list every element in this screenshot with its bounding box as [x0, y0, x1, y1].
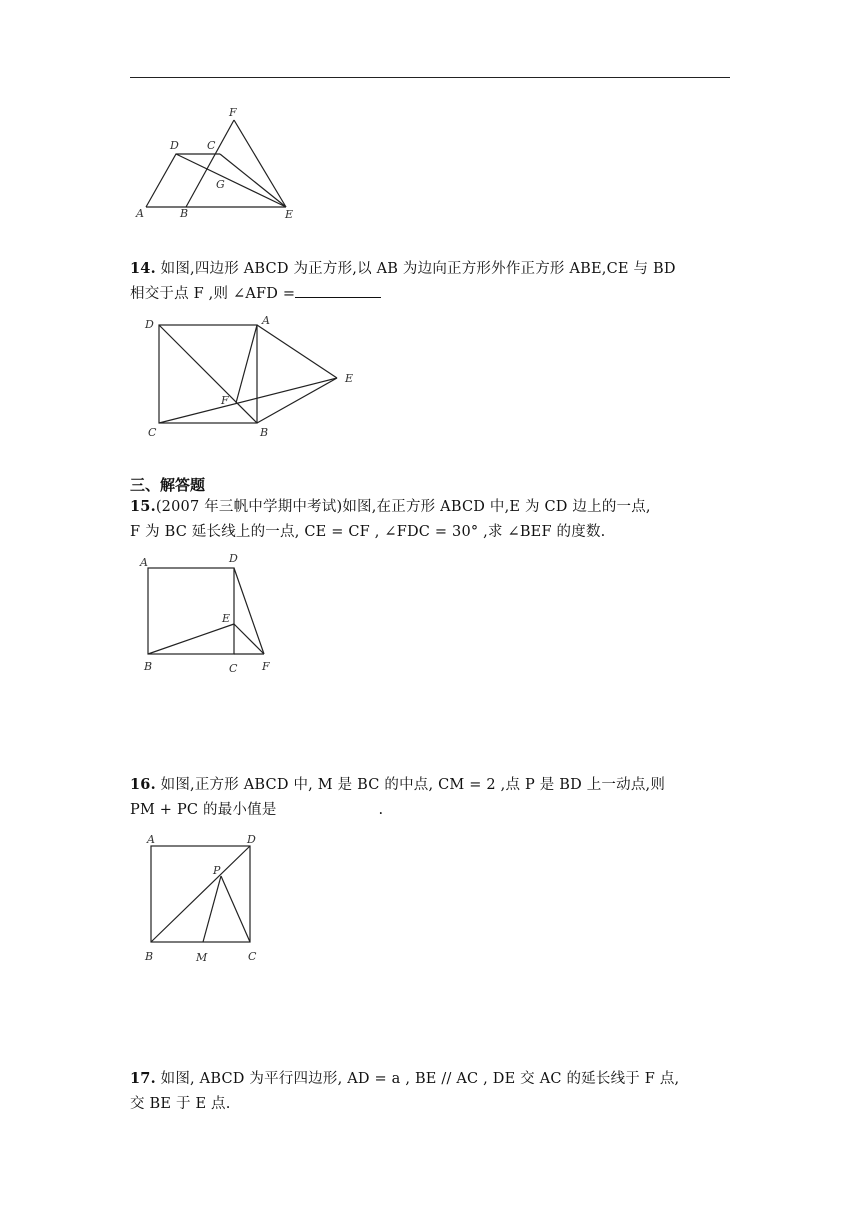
label-B: B — [260, 426, 269, 439]
figure-16-geometry — [140, 830, 270, 965]
label-C: C — [248, 950, 257, 963]
label-A: A — [136, 207, 144, 220]
q17-number: 17. — [130, 1070, 156, 1087]
header-rule — [130, 77, 730, 78]
figure-13-geometry — [130, 100, 310, 225]
q14-line2 — [130, 282, 730, 307]
question-16 — [130, 772, 730, 823]
q17-text-2: 交 BE 于 E 点. — [130, 1096, 231, 1112]
label-F: F — [229, 106, 237, 119]
label-E: E — [285, 208, 294, 221]
question-15 — [130, 494, 730, 545]
q15-line1 — [130, 494, 730, 520]
q17-line2 — [130, 1092, 730, 1117]
label-A: A — [147, 833, 155, 846]
q16-text-2: PM + PC 的最小值是 — [130, 802, 277, 818]
label-G: G — [216, 178, 225, 191]
q14-number: 14. — [130, 260, 156, 277]
q15-number: 15. — [130, 498, 156, 515]
label-D: D — [247, 833, 256, 846]
label-B: B — [180, 207, 189, 220]
label-D: D — [145, 318, 154, 331]
label-M: M — [196, 951, 208, 964]
label-B: B — [145, 950, 154, 963]
q15-text-2: F 为 BC 延长线上的一点, CE = CF , ∠FDC = 30° ,求 ∠BEF 的度数. — [130, 524, 606, 540]
q17-text-1: 如图, ABCD 为平行四边形, AD = a , BE // AC , DE 交 AC 的延长线于 F 点, — [160, 1071, 680, 1087]
label-F: F — [262, 660, 270, 673]
figure-14-geometry — [140, 312, 370, 442]
q15-text-1: (2007 年三帆中学期中考试)如图,在正方形 ABCD 中,E 为 CD 边上的一点, — [155, 499, 651, 515]
label-A: A — [262, 314, 270, 327]
label-F: F — [221, 394, 229, 407]
q17-line1 — [130, 1066, 730, 1092]
q14-text-1: 如图,四边形 ABCD 为正方形,以 AB 为边向正方形外作正方形 ABE,CE 与 BD — [160, 261, 676, 277]
q16-number: 16. — [130, 776, 156, 793]
label-B: B — [144, 660, 153, 673]
label-P: P — [213, 864, 221, 877]
label-A: A — [140, 556, 148, 569]
q16-text-end: . — [378, 802, 384, 818]
label-C: C — [229, 662, 238, 675]
q14-text-2: 相交于点 F ,则 ∠AFD = — [130, 286, 296, 302]
label-D: D — [229, 552, 238, 565]
label-C: C — [207, 139, 216, 152]
q16-line2 — [130, 798, 730, 823]
label-E: E — [222, 612, 231, 625]
answer-blank-14[interactable] — [295, 283, 381, 298]
figure-15-geometry — [136, 550, 286, 680]
label-C: C — [148, 426, 157, 439]
label-E: E — [345, 372, 354, 385]
q16-text-1: 如图,正方形 ABCD 中, M 是 BC 的中点, CM = 2 ,点 P 是 BD 上一动点,则 — [155, 777, 666, 793]
question-14 — [130, 256, 730, 307]
label-D: D — [170, 139, 179, 152]
q15-line2 — [130, 520, 730, 545]
section-heading: 三、解答题 — [130, 476, 206, 494]
q16-line1 — [130, 772, 730, 798]
q14-line1 — [130, 256, 730, 282]
question-17 — [130, 1066, 730, 1117]
